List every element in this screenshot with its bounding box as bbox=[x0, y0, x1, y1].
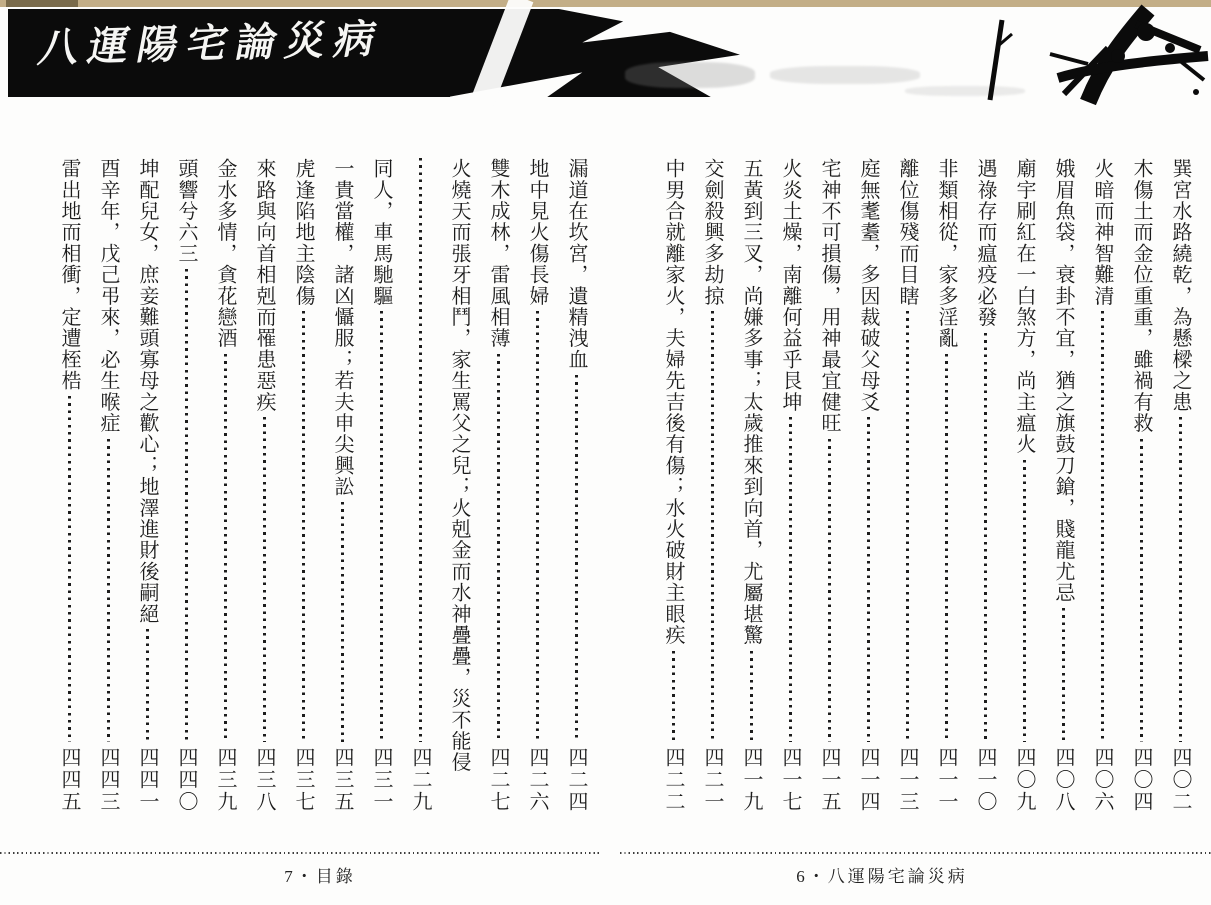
toc-entry bbox=[135, 158, 159, 813]
toc-entry-title: 雷出地而相衝，定遭桎梏 bbox=[58, 158, 80, 392]
toc-entry bbox=[486, 158, 510, 813]
toc-entry-page-number: 四〇四 bbox=[1130, 747, 1152, 813]
dot-leader bbox=[1140, 439, 1143, 742]
toc-entry bbox=[408, 158, 432, 813]
plum-branch-art bbox=[938, 4, 1211, 108]
toc-entry-page-number: 四三九 bbox=[214, 747, 236, 813]
toc-entry-title: 交劍殺興多劫掠 bbox=[701, 158, 723, 307]
toc-entry-page-number: 四〇八 bbox=[1052, 747, 1074, 813]
toc-entry bbox=[856, 158, 880, 813]
toc-entry-page-number: 四三七 bbox=[292, 747, 314, 813]
toc-entry-title: 來路與向首相剋而罹患惡疾 bbox=[253, 158, 275, 413]
banner-title: 八運陽宅論災病 bbox=[35, 16, 389, 71]
toc-entry-page-number: 四一七 bbox=[779, 747, 801, 813]
dot-leader bbox=[263, 417, 266, 742]
dot-leader bbox=[302, 311, 305, 742]
toc-entry bbox=[700, 158, 724, 813]
toc-entry-page-number: 四二九 bbox=[409, 747, 431, 813]
toc-entry bbox=[174, 158, 198, 813]
toc-entry-title: 火燒天而張牙相鬥，家生罵父之兒；火剋金而水神疊疊，災不能侵 bbox=[448, 158, 470, 773]
toc-entry-title: 金水多情，貪花戀酒 bbox=[214, 158, 236, 349]
dot-leader bbox=[575, 375, 578, 742]
toc-entry bbox=[57, 158, 81, 813]
toc-entry-page-number: 四四五 bbox=[58, 747, 80, 813]
footer-left-page-label: 7・目錄 bbox=[284, 867, 356, 886]
toc-entry bbox=[973, 158, 997, 813]
toc-entry-page-number: 四三五 bbox=[331, 747, 353, 813]
footer-right-page-label: 6・八運陽宅論災病 bbox=[796, 867, 968, 886]
dot-leader bbox=[380, 311, 383, 742]
dot-leader bbox=[146, 629, 149, 742]
dot-leader bbox=[1179, 417, 1182, 742]
toc-entry bbox=[739, 158, 763, 813]
toc-entry-title: 宅神不可損傷，用神最宜健旺 bbox=[818, 158, 840, 434]
toc-entry-title: 遇祿存而瘟疫必發 bbox=[974, 158, 996, 328]
toc-entry-title: 漏道在坎宮，遺精洩血 bbox=[565, 158, 587, 370]
toc-entry-title: 巽宮水路繞乾，為懸樑之患 bbox=[1169, 158, 1191, 413]
dot-leader bbox=[1023, 460, 1026, 742]
toc-entry-page-number: 四二七 bbox=[487, 747, 509, 813]
toc-entry-title: 娥眉魚袋，衰卦不宜，猶之旗鼓刀鎗，賤龍尤忌 bbox=[1052, 158, 1074, 604]
toc-entry-title: 離位傷殘而目瞎 bbox=[896, 158, 918, 307]
toc-entry bbox=[778, 158, 802, 813]
toc-entry-page-number: 四〇二 bbox=[1169, 747, 1191, 813]
toc-entry bbox=[817, 158, 841, 813]
dot-leader bbox=[536, 311, 539, 742]
toc-entry-page-number: 四二一 bbox=[701, 747, 723, 813]
dot-leader bbox=[828, 439, 831, 742]
dot-leader bbox=[984, 333, 987, 742]
toc-entry-title: 虎逢陷地主陰傷 bbox=[292, 158, 314, 307]
toc-entry-page-number: 四四〇 bbox=[175, 747, 197, 813]
toc-entry bbox=[291, 158, 315, 813]
toc-entry-page-number: 四四一 bbox=[136, 747, 158, 813]
toc-entry bbox=[934, 158, 958, 813]
toc-entry-title: 廟宇刷紅在一白煞方，尚主瘟火 bbox=[1013, 158, 1035, 455]
toc-entry bbox=[564, 158, 588, 813]
dot-leader bbox=[945, 354, 948, 742]
toc-entry-title: 非類相從，家多淫亂 bbox=[935, 158, 957, 349]
ink-smudge bbox=[625, 62, 755, 88]
toc-entry-title: 坤配兒女，庶妾難頭寡母之歡心；地澤進財後嗣絕 bbox=[136, 158, 158, 625]
toc-entry bbox=[661, 158, 685, 813]
toc-entry-page-number: 四三八 bbox=[253, 747, 275, 813]
dot-leader bbox=[1101, 311, 1104, 742]
toc-entry-title: 五黃到三叉，尚嫌多事；太歲推來到向首，尤屬堪驚 bbox=[740, 158, 762, 646]
toc-entry bbox=[1129, 158, 1153, 813]
toc-entry-page-number: 四〇六 bbox=[1091, 747, 1113, 813]
toc-entry-page-number: 四一一 bbox=[935, 747, 957, 813]
toc-entry bbox=[330, 158, 354, 813]
toc-entry-title: 頭響兮六三 bbox=[175, 158, 197, 264]
toc-entry-page-number: 四二二 bbox=[662, 747, 684, 813]
toc-page-right bbox=[640, 158, 1192, 813]
dot-leader bbox=[68, 396, 71, 742]
footer-dotted-rule-right bbox=[620, 852, 1211, 854]
toc-entry-title: 同人，車馬馳驅 bbox=[370, 158, 392, 307]
toc-entry-page-number: 四四三 bbox=[97, 747, 119, 813]
toc-entry-title: 火炎土燥，南離何益乎艮坤 bbox=[779, 158, 801, 413]
dot-leader bbox=[419, 158, 422, 742]
dot-leader bbox=[185, 269, 188, 742]
toc-entry-page-number: 四一三 bbox=[896, 747, 918, 813]
toc-entry bbox=[525, 158, 549, 813]
toc-entry bbox=[1051, 158, 1075, 813]
toc-entry bbox=[1168, 158, 1192, 813]
dot-leader bbox=[711, 311, 714, 742]
toc-entry-title: 庭無耄耋，多因裁破父母爻 bbox=[857, 158, 879, 413]
toc-entry bbox=[252, 158, 276, 813]
toc-entry-title: 中男合就離家火，夫婦先吉後有傷；水火破財主眼疾 bbox=[662, 158, 684, 646]
dot-leader bbox=[906, 311, 909, 742]
toc-entry bbox=[213, 158, 237, 813]
top-rule-dark-segment bbox=[6, 0, 78, 7]
toc-entry bbox=[96, 158, 120, 813]
toc-entry-page-number: 四一九 bbox=[740, 747, 762, 813]
toc-entry-title: 酉辛年，戊己弔來，必生喉症 bbox=[97, 158, 119, 434]
toc-entry-page-number: 四二四 bbox=[565, 747, 587, 813]
footer-dotted-rule-left bbox=[0, 852, 602, 854]
toc-entry-title: 地中見火傷長婦 bbox=[526, 158, 548, 307]
dot-leader bbox=[224, 354, 227, 742]
dot-leader bbox=[497, 354, 500, 742]
toc-entry-page-number: 四二六 bbox=[526, 747, 548, 813]
dot-leader bbox=[107, 439, 110, 742]
toc-entry-title: 火暗而神智難清 bbox=[1091, 158, 1113, 307]
toc-entry-page-number: 四三一 bbox=[370, 747, 392, 813]
toc-entry bbox=[1012, 158, 1036, 813]
toc-entry bbox=[369, 158, 393, 813]
dot-leader bbox=[1062, 608, 1065, 742]
toc-page-left bbox=[36, 158, 588, 813]
toc-entry-title: 一貴當權，諸凶懾服；若夫申尖興訟 bbox=[331, 158, 353, 498]
dot-leader bbox=[341, 502, 344, 742]
toc-entry bbox=[447, 158, 471, 813]
dot-leader bbox=[672, 651, 675, 742]
dot-leader bbox=[750, 651, 753, 742]
dot-leader bbox=[789, 417, 792, 742]
toc-entry-title: 木傷土而金位重重，雖禍有救 bbox=[1130, 158, 1152, 434]
toc-entry-page-number: 四一五 bbox=[818, 747, 840, 813]
ink-smudge bbox=[770, 66, 920, 84]
dot-leader bbox=[867, 417, 870, 742]
toc-entry bbox=[895, 158, 919, 813]
toc-entry-title: 雙木成林，雷風相薄 bbox=[487, 158, 509, 349]
toc-entry-page-number: 四一四 bbox=[857, 747, 879, 813]
toc-entry bbox=[1090, 158, 1114, 813]
toc-entry-page-number: 四一〇 bbox=[974, 747, 996, 813]
toc-entry-page-number: 四〇九 bbox=[1013, 747, 1035, 813]
